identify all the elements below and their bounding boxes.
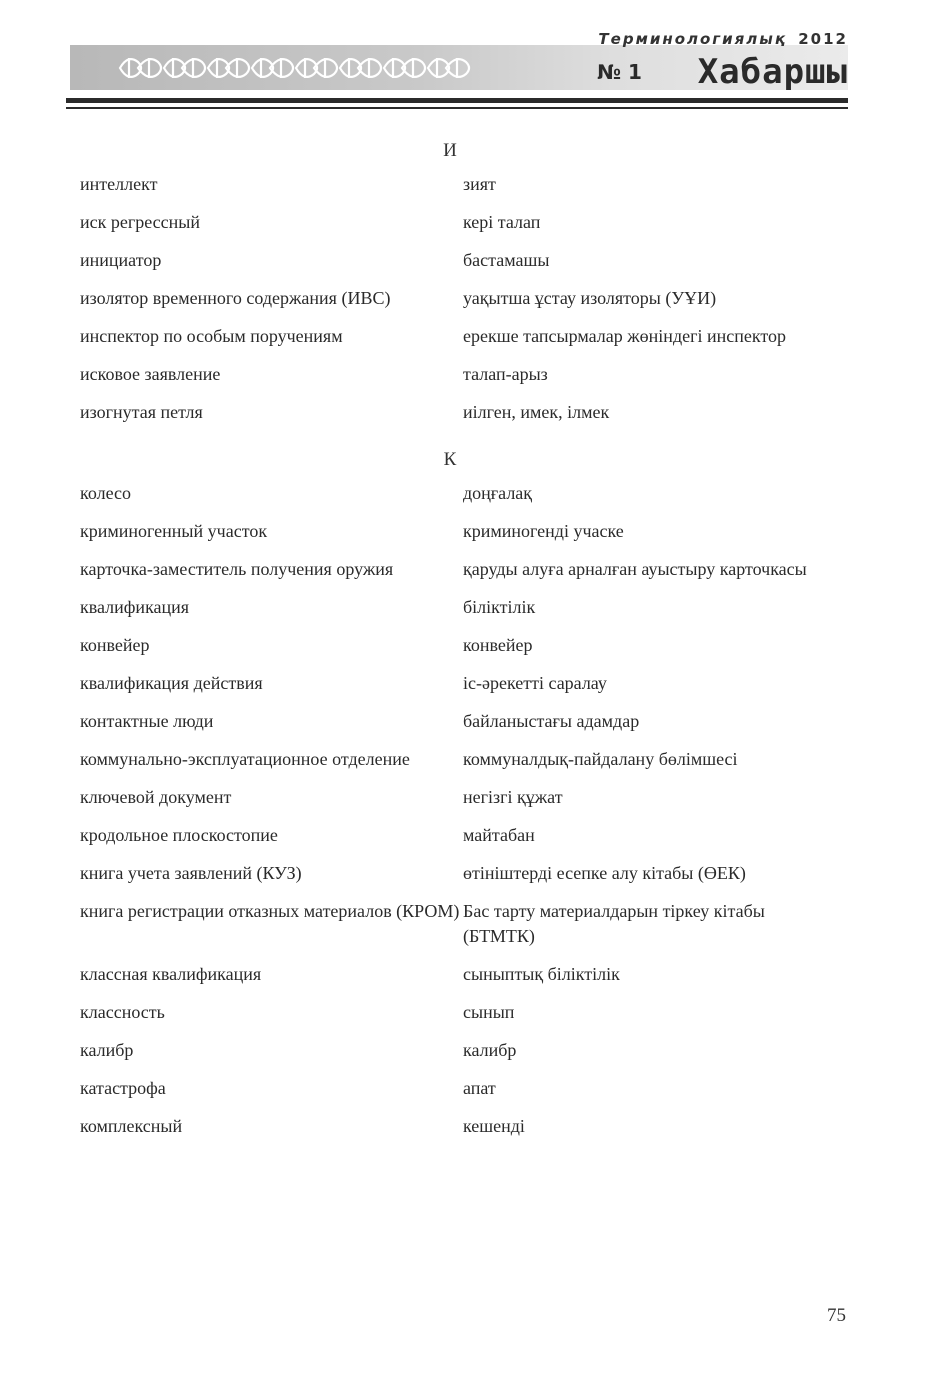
- term-kazakh: конвейер: [463, 635, 533, 655]
- term-kazakh: калибр: [463, 1040, 517, 1060]
- glossary-entry: [80, 861, 850, 886]
- journal-header: [0, 0, 948, 130]
- term-kazakh: Бас тарту материалдарын тіркеу кітабы (БТМТК): [463, 901, 765, 946]
- term-kazakh: сынып: [463, 1002, 515, 1022]
- glossary-entry: [80, 210, 850, 235]
- journal-year: 2012: [798, 30, 848, 48]
- term-kazakh: іс-әрекетті саралау: [463, 673, 607, 693]
- term-kazakh: біліктілік: [463, 597, 536, 617]
- term-kazakh: коммуналдық-пайдалану бөлімшесі: [463, 749, 738, 769]
- glossary-entry: [80, 1114, 850, 1139]
- term-russian: изолятор временного содержания (ИВС): [80, 288, 391, 308]
- glossary-entry: [80, 557, 850, 582]
- glossary-content: [80, 138, 850, 1152]
- term-russian: контактные люди: [80, 711, 214, 731]
- header-rule-thin: [66, 107, 848, 109]
- journal-name: [598, 30, 848, 48]
- term-russian: катастрофа: [80, 1078, 166, 1098]
- glossary-entry: [80, 785, 850, 810]
- term-russian: книга регистрации отказных материалов (КРОМ): [80, 901, 460, 921]
- glossary-entry: [80, 362, 850, 387]
- journal-name-text: Терминологиялық: [598, 30, 788, 48]
- term-kazakh: өтініштерді есепке алу кітабы (ӨЕК): [463, 863, 746, 883]
- term-kazakh: доңғалақ: [463, 483, 533, 503]
- glossary-entry: [80, 823, 850, 848]
- term-russian: инспектор по особым поручениям: [80, 326, 343, 346]
- term-russian: квалификация: [80, 597, 190, 617]
- glossary-entry: [80, 324, 850, 349]
- glossary-entry: [80, 633, 850, 658]
- glossary-entry: [80, 595, 850, 620]
- term-russian: криминогенный участок: [80, 521, 268, 541]
- term-kazakh: зият: [463, 174, 496, 194]
- term-kazakh: кешенді: [463, 1116, 525, 1136]
- term-kazakh: апат: [463, 1078, 496, 1098]
- journal-title: Хабаршы: [697, 52, 848, 92]
- term-kazakh: байланыстағы адамдар: [463, 711, 640, 731]
- glossary-section-k: [80, 447, 850, 1139]
- term-kazakh: уақытша ұстау изоляторы (УҰИ): [463, 288, 717, 308]
- term-russian: комплексный: [80, 1116, 183, 1136]
- glossary-entry: [80, 481, 850, 506]
- glossary-entry: [80, 962, 850, 987]
- term-russian: карточка-заместитель получения оружия: [80, 559, 394, 579]
- glossary-entry: [80, 747, 850, 772]
- term-kazakh: иілген, имек, ілмек: [463, 402, 610, 422]
- section-letter: И: [443, 140, 457, 161]
- term-kazakh: қаруды алуға арналған ауыстыру карточкасы: [463, 559, 807, 579]
- term-russian: иск регрессный: [80, 212, 201, 232]
- glossary-entry: [80, 709, 850, 734]
- glossary-entry: [80, 1000, 850, 1025]
- term-russian: калибр: [80, 1040, 134, 1060]
- term-russian: исковое заявление: [80, 364, 221, 384]
- term-russian: конвейер: [80, 635, 150, 655]
- term-kazakh: майтабан: [463, 825, 535, 845]
- glossary-entry: [80, 400, 850, 425]
- term-kazakh: криминогенді учаске: [463, 521, 624, 541]
- term-russian: коммунально-эксплуатационное отделение: [80, 749, 410, 769]
- term-kazakh: сыныптық біліктілік: [463, 964, 620, 984]
- glossary-entry: [80, 671, 850, 696]
- glossary-section-i: [80, 138, 850, 425]
- header-rule-thick: [66, 98, 848, 103]
- glossary-entry: [80, 519, 850, 544]
- term-kazakh: негізгі құжат: [463, 787, 563, 807]
- term-kazakh: ерекше тапсырмалар жөніндегі инспектор: [463, 326, 786, 346]
- glossary-entry: [80, 1076, 850, 1101]
- term-russian: квалификация действия: [80, 673, 263, 693]
- term-russian: инициатор: [80, 250, 162, 270]
- term-russian: книга учета заявлений (КУЗ): [80, 863, 302, 883]
- term-russian: классность: [80, 1002, 165, 1022]
- term-russian: интеллект: [80, 174, 158, 194]
- term-russian: классная квалификация: [80, 964, 262, 984]
- term-russian: изогнутая петля: [80, 402, 203, 422]
- glossary-entry: [80, 1038, 850, 1063]
- term-russian: кродольное плоскостопие: [80, 825, 278, 845]
- glossary-entry: [80, 286, 850, 311]
- glossary-entry: [80, 248, 850, 273]
- glossary-entry: [80, 172, 850, 197]
- page-number: 75: [827, 1305, 846, 1326]
- term-kazakh: талап-арыз: [463, 364, 548, 384]
- issue-number: № 1: [597, 60, 642, 84]
- term-kazakh: кері талап: [463, 212, 541, 232]
- glossary-entry: [80, 899, 850, 949]
- section-letter: К: [443, 449, 457, 470]
- term-russian: колесо: [80, 483, 132, 503]
- term-kazakh: бастамашы: [463, 250, 550, 270]
- ornament-pattern: [118, 50, 473, 86]
- term-russian: ключевой документ: [80, 787, 232, 807]
